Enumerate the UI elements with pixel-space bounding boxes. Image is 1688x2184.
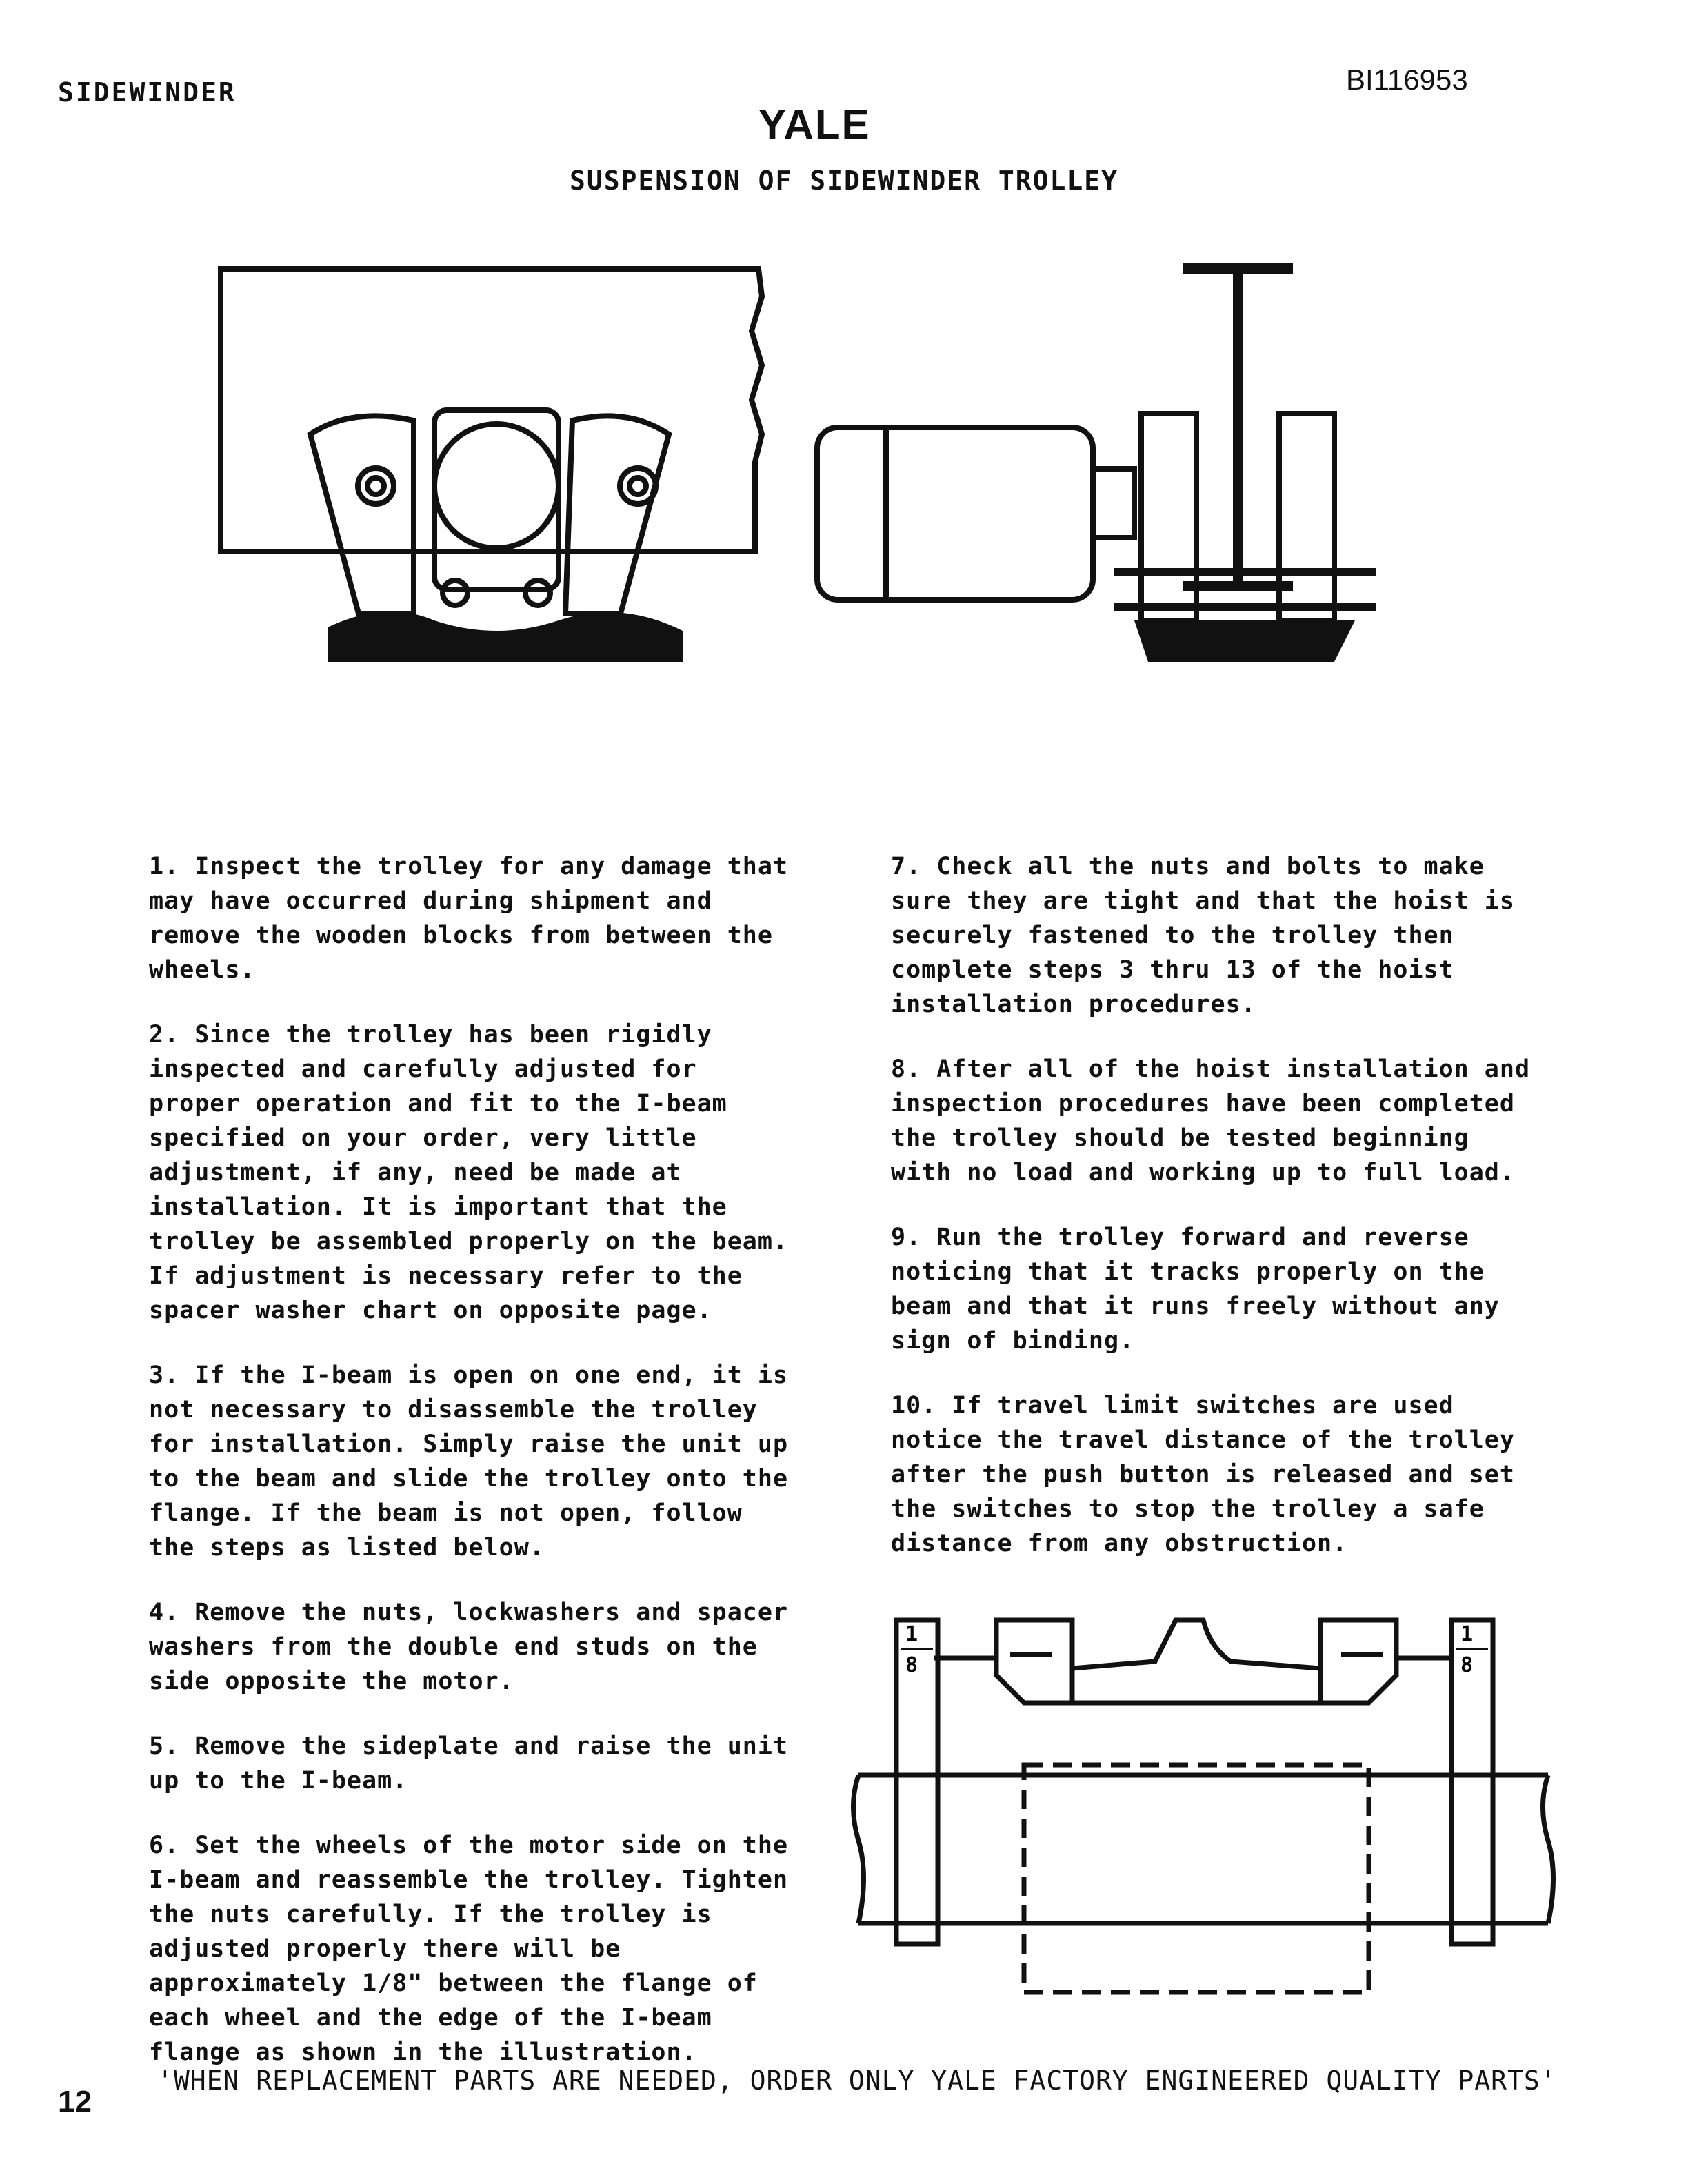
footer-notice: 'WHEN REPLACEMENT PARTS ARE NEEDED, ORDER ONLY YALE FACTORY ENGINEERED QUALITY PARTS' (157, 2065, 1557, 2096)
instruction-step-1: 1. Inspect the trolley for any damage that may have occurred during shipment and remove the wooden blocks from between the wheels. (149, 853, 789, 984)
page-number: 12 (58, 2085, 92, 2119)
instruction-step-3: 3. If the I-beam is open on one end, it is not necessary to disassemble the trolley for installation. Simply raise the unit up to the beam and slide the trolley onto the flange. If the beam is not open, follow the steps as listed below. (149, 1362, 789, 1561)
instructions-left-column (149, 849, 790, 2100)
instruction-step-2: 2. Since the trolley has been rigidly inspected and carefully adjusted for proper operation and fit to the I-beam specified on your order, very little adjustment, if any, need be made at installation. It is important that the trolley be assembled properly on the beam. If adjustment is necessary refer to the spacer washer chart on opposite page. (149, 1021, 789, 1324)
clearance-label-right-denominator: 8 (1460, 1653, 1474, 1677)
clearance-label-right-numerator: 1 (1460, 1622, 1474, 1646)
instruction-step-9: 9. Run the trolley forward and reverse noticing that it tracks properly on the beam and that it runs freely without any sign of binding. (891, 1224, 1500, 1355)
instruction-step-10: 10. If travel limit switches are used notice the travel distance of the trolley after the push button is released and set the switches to stop the trolley a safe distance from any obstruction. (891, 1392, 1515, 1557)
trolley-side-view-illustration (810, 262, 1410, 676)
document-number: BI116953 (1346, 63, 1468, 96)
instructions-right-column (891, 849, 1532, 1591)
yale-logo: YALE (758, 101, 871, 148)
instruction-step-8: 8. After all of the hoist installation and inspection procedures have been completed the trolley should be tested beginning with no load and working up to full load. (891, 1055, 1531, 1186)
instruction-step-4: 4. Remove the nuts, lockwashers and spacer washers from the double end studs on the side opposite the motor. (149, 1599, 789, 1695)
wheel-clearance-illustration (845, 1606, 1562, 2006)
header-product-name: SIDEWINDER (58, 77, 237, 108)
clearance-label-left-denominator: 8 (905, 1653, 918, 1677)
instruction-step-7: 7. Check all the nuts and bolts to make sure they are tight and that the hoist is securely fastened to the trolley then complete steps 3 thru 13 of the hoist installation procedures. (891, 853, 1515, 1018)
instruction-step-6: 6. Set the wheels of the motor side on the I-beam and reassemble the trolley. Tighten the nuts carefully. If the trolley is adjusted properly there will be approximately 1/8" between the flange of each wheel and the edge of the I-beam flange as shown in the illustration. (149, 1832, 789, 2066)
clearance-label-left-numerator: 1 (905, 1622, 918, 1646)
page-title: SUSPENSION OF SIDEWINDER TROLLEY (569, 165, 1119, 196)
instruction-step-5: 5. Remove the sideplate and raise the unit up to the I-beam. (149, 1732, 789, 1794)
trolley-front-view-illustration (207, 255, 772, 676)
